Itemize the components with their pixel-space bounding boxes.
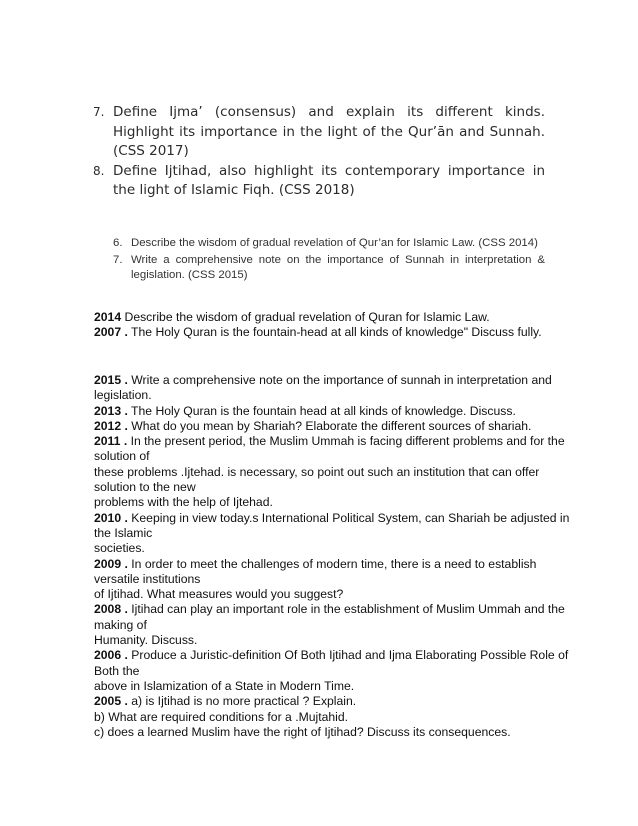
year-label: 2011 . xyxy=(94,434,128,449)
list-text: Describe the wisdom of gradual revelation of Qur’an for Islamic Law. (CSS 2014) xyxy=(131,237,538,249)
question-text: versatile institutions xyxy=(94,571,201,586)
question-line xyxy=(94,618,544,633)
question-line xyxy=(94,602,565,617)
list-number: 6. xyxy=(113,237,123,249)
list-text: Write a comprehensive note on the importance of Sunnah in interpretation & legislation. (CSS 2015) xyxy=(131,253,545,282)
question-text: making of xyxy=(94,617,147,632)
year-label: 2005 . xyxy=(94,694,128,709)
question-text: societies. xyxy=(94,541,145,556)
question-line xyxy=(94,434,565,449)
question-text: The Holy Quran is the fountain-head at all kinds of knowledge" Discuss fully. xyxy=(127,325,542,340)
question-line xyxy=(94,541,544,556)
question-line xyxy=(94,480,544,495)
list-text: Define Ijma’ (consensus) and explain its different kinds. Highlight its importance in the light of the Qur’ān and Sunnah. (CSS 2017) xyxy=(113,104,545,159)
question-text: above in Islamization of a State in Modern Time. xyxy=(94,678,355,693)
question-text: of Ijtihad. What measures would you suggest? xyxy=(94,587,344,602)
question-text: solution to the new xyxy=(94,480,196,495)
list-item xyxy=(93,103,545,162)
question-line xyxy=(94,310,544,325)
question-text: the Islamic xyxy=(94,525,153,540)
past-questions-short xyxy=(94,310,544,341)
year-label: 2015 . xyxy=(94,373,128,387)
question-text: Produce a Juristic-definition Of Both Ijtihad and Ijma Elaborating Possible Role of xyxy=(127,648,569,663)
question-line xyxy=(94,404,544,419)
question-line xyxy=(94,679,544,694)
question-line xyxy=(94,325,544,340)
past-questions-long xyxy=(94,373,570,740)
numbered-list-css-2017-2018 xyxy=(93,103,545,201)
list-number: 7. xyxy=(93,105,105,119)
question-line xyxy=(94,419,544,434)
question-line xyxy=(94,465,544,480)
question-line xyxy=(94,526,544,541)
list-number: 8. xyxy=(93,163,105,178)
question-text: Both the xyxy=(94,663,140,678)
question-line xyxy=(94,633,544,648)
question-line xyxy=(94,495,544,510)
question-text: In the present period, the Muslim Ummah is facing different problems and for the xyxy=(127,434,565,449)
question-line xyxy=(94,388,544,403)
question-text: problems with the help of Ijtehad. xyxy=(94,495,273,510)
question-line xyxy=(94,557,544,572)
question-text: legislation. xyxy=(94,388,152,403)
year-label: 2006 . xyxy=(94,648,128,663)
question-text: these problems .Ijtehad. is necessary, so point out such an institution that can offer xyxy=(94,464,540,479)
question-text: Describe the wisdom of gradual revelation of Quran for Islamic Law. xyxy=(121,310,490,324)
question-line xyxy=(94,664,544,679)
question-line xyxy=(94,710,544,725)
question-line xyxy=(94,510,570,526)
year-label: 2010 . xyxy=(94,510,128,525)
list-text: Define Ijtihad, also highlight its contemporary importance in the light of Islamic Fiqh. (CSS 2018) xyxy=(113,162,545,198)
list-item xyxy=(113,253,545,284)
question-text: Ijtihad can play an important role in the establishment of Muslim Ummah and the xyxy=(127,602,565,617)
question-text: solution of xyxy=(94,449,150,464)
question-text: c) does a learned Muslim have the right of Ijtihad? Discuss its consequences. xyxy=(94,724,511,739)
question-line xyxy=(94,587,544,602)
numbered-list-css-2014-2015 xyxy=(113,236,545,285)
question-text: The Holy Quran is the fountain head at all kinds of knowledge. Discuss. xyxy=(127,403,516,418)
year-label: 2008 . xyxy=(94,602,128,617)
question-text: b) What are required conditions for a .Mujtahid. xyxy=(94,709,349,724)
list-number: 7. xyxy=(113,253,123,266)
list-item xyxy=(113,236,545,252)
list-item xyxy=(93,162,545,201)
question-text: Write a comprehensive note on the importance of sunnah in interpretation and xyxy=(127,373,552,387)
year-label: 2012 . xyxy=(94,418,128,433)
question-text: Humanity. Discuss. xyxy=(94,633,198,648)
year-label: 2007 . xyxy=(94,325,128,340)
question-line xyxy=(94,694,544,709)
question-line xyxy=(94,373,552,388)
question-text: a) is Ijtihad is no more practical ? Explain. xyxy=(127,694,357,709)
question-text: In order to meet the challenges of modern time, there is a need to establish xyxy=(127,556,537,571)
question-line xyxy=(94,725,544,740)
year-label: 2009 . xyxy=(94,556,128,571)
question-line xyxy=(94,648,569,663)
year-label: 2014 xyxy=(94,310,122,324)
year-label: 2013 . xyxy=(94,403,128,418)
question-text: Keeping in view today.s International Political System, can Shariah be adjusted in xyxy=(127,510,570,525)
question-line xyxy=(94,449,544,464)
question-text: What do you mean by Shariah? Elaborate the different sources of shariah. xyxy=(127,418,532,433)
question-line xyxy=(94,572,544,587)
